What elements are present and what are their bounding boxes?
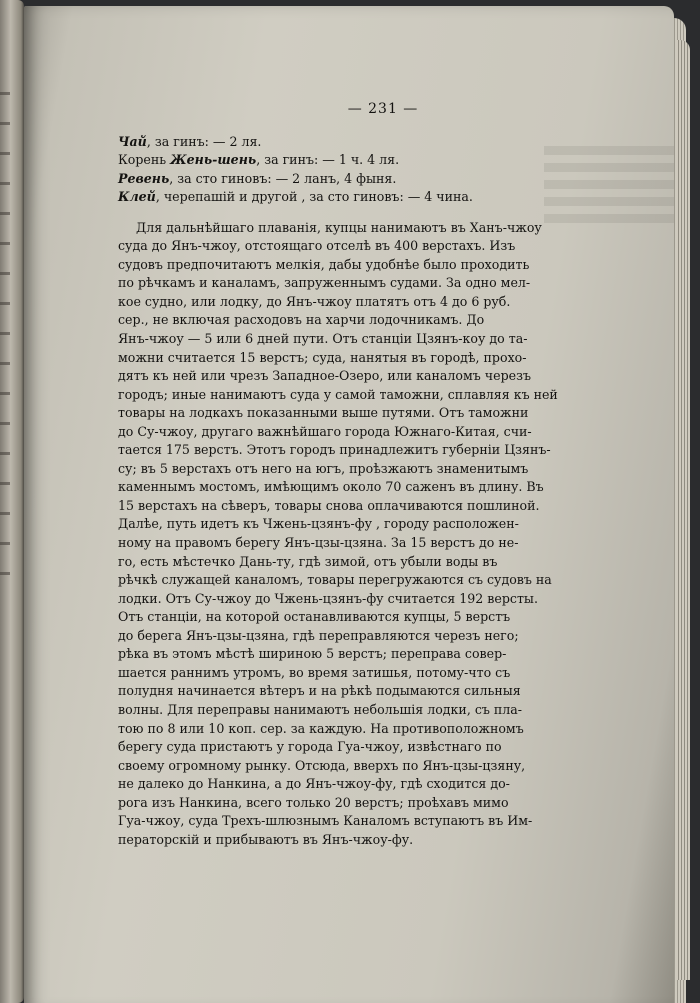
paragraph-line: ператорскiй и прибываютъ въ Янъ-чжоу-фу.	[118, 831, 414, 847]
price-item-term: Жень-шень	[170, 152, 257, 168]
paragraph-line: сер., не включая расходовъ на харчи лодочникамъ. До	[118, 312, 485, 328]
paragraph-line: каменнымъ мостомъ, имѣющимъ около 70 саженъ въ длину. Въ	[118, 479, 544, 495]
paragraph-line: суда до Янъ-чжоу, отстоящаго отселѣ въ 400 верстахъ. Изъ	[118, 238, 516, 254]
paragraph-line: своему огромному рынку. Отсюда, вверхъ по Янъ-цзы-цзяну,	[118, 757, 526, 773]
price-item-text: , черепашiй и другой , за сто гиновъ: — 4 чина.	[155, 189, 473, 205]
price-item-text: , за гинъ: — 1 ч. 4 ля.	[256, 152, 400, 168]
paragraph-line: рога изъ Нанкина, всего только 20 верстъ; проѣхавъ мимо	[118, 794, 509, 810]
page-stack-edge-inner	[676, 40, 690, 980]
paragraph-line: Отъ станцiи, на которой останавливаются купцы, 5 верстъ	[118, 609, 511, 625]
paragraph-line: Гуа-чжоу, суда Трехъ-шлюзнымъ Каналомъ вступаютъ въ Им-	[118, 813, 533, 829]
paragraph-line: можни считается 15 верстъ; суда, нанятыя въ городѣ, прохо-	[118, 349, 527, 365]
paragraph-line: рѣка въ этомъ мѣстѣ шириною 5 верстъ; переправа совер-	[118, 646, 507, 662]
paragraph-line: кое судно, или лодку, до Янъ-чжоу платятъ отъ 4 до 6 руб.	[118, 293, 511, 309]
paragraph-line: 15 верстахъ на сѣверъ, товары снова оплачиваются пошлиной.	[118, 497, 540, 513]
price-item	[118, 188, 648, 207]
paragraph-line: до Су-чжоу, другаго важнѣйшаго города Южнаго-Китая, счи-	[118, 423, 532, 439]
price-item-text: , за сто гиновъ: — 2 ланъ, 4 фыня.	[169, 170, 397, 186]
paragraph-line: товары на лодкахъ показанными выше путями. Отъ таможни	[118, 405, 529, 421]
paragraph-line: берегу суда пристаютъ у города Гуа-чжоу, извѣстнаго по	[118, 739, 502, 755]
paragraph-line: дятъ къ ней или чрезъ Западное-Озеро, или каналомъ черезъ	[118, 368, 531, 384]
price-list	[118, 133, 648, 207]
paragraph-line: лодки. Отъ Су-чжоу до Чжень-цзянъ-фу считается 192 версты.	[118, 590, 538, 606]
paragraph-line: Далѣе, путь идетъ къ Чжень-цзянъ-фу , городу расположен-	[118, 516, 519, 532]
left-page-text-fragments	[0, 92, 16, 612]
paragraph-line: го, есть мѣстечко Дань-ту, гдѣ зимой, отъ убыли воды въ	[118, 553, 498, 569]
page-number: — 231 —	[347, 101, 419, 117]
paragraph-line: Янъ-чжоу — 5 или 6 дней пути. Отъ станцiи Цзянъ-коу до та-	[118, 331, 528, 347]
price-item-term: Чай	[118, 133, 147, 149]
price-item-prefix: Корень	[118, 152, 171, 168]
paragraph-line: ному на правомъ берегу Янъ-цзы-цзяна. За 15 верстъ до не-	[118, 535, 519, 551]
paragraph-line: волны. Для переправы нанимаютъ небольшiя лодки, съ пла-	[118, 701, 523, 717]
paragraph-line: городъ; иные нанимаютъ суда у самой таможни, сплавляя къ ней	[118, 386, 558, 402]
price-item	[118, 170, 648, 189]
price-item	[118, 151, 648, 170]
paragraph-line: рѣчкѣ служащей каналомъ, товары перегружаются съ судовъ на	[118, 572, 552, 588]
paragraph-line: тается 175 верстъ. Этотъ городъ принадлежитъ губернiи Цзянъ-	[118, 442, 551, 458]
price-item-term: Ревень	[118, 170, 170, 186]
paragraph-line: не далеко до Нанкина, а до Янъ-чжоу-фу, гдѣ сходится до-	[118, 776, 510, 792]
paragraph-line: шается раннимъ утромъ, во время затишья, потому-что съ	[118, 664, 511, 680]
paragraph-line: по рѣчкамъ и каналамъ, запруженнымъ судами. За одно мел-	[118, 275, 531, 291]
paragraph-line: полудня начинается вѣтеръ и на рѣкѣ подымаются сильныя	[118, 683, 521, 699]
body-paragraph	[118, 219, 648, 850]
paragraph-line: судовъ предпочитаютъ мелкiя, дабы удобнѣе было проходить	[118, 256, 530, 272]
paragraph-line: тою по 8 или 10 коп. сер. за каждую. На противоположномъ	[118, 720, 524, 736]
paragraph-line: до берега Янъ-цзы-цзяна, гдѣ переправляются черезъ него;	[118, 627, 519, 643]
price-item-text: , за гинъ: — 2 ля.	[146, 133, 262, 149]
left-page-edge	[0, 0, 24, 1003]
price-item	[118, 133, 648, 152]
paragraph-line: Для дальнѣйшаго плаванiя, купцы нанимаютъ въ Ханъ-чжоу	[136, 219, 542, 235]
price-item-term: Клей	[118, 189, 156, 205]
paragraph-line: су; въ 5 верстахъ отъ него на югъ, проѣзжаютъ знаменитымъ	[118, 460, 529, 476]
page-content	[118, 100, 648, 849]
